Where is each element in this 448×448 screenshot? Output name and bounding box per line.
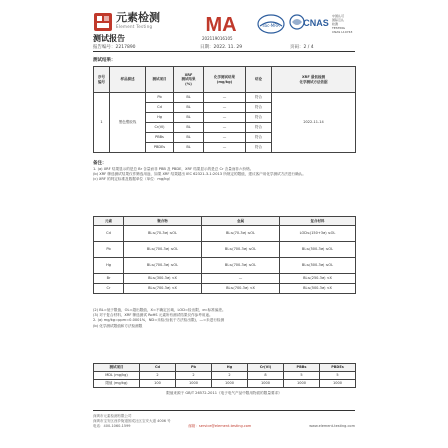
svg-text:CNAS: CNAS	[303, 18, 329, 28]
table-row: Cd BL≤(70-3σ) ≤OL BL≤(70-3σ) ≤OL LOD≤(150+3σ) ≤OL	[94, 226, 356, 242]
col-header-xrf: XRF 测试结果 (%)	[174, 67, 204, 93]
results-table	[93, 66, 356, 153]
limit-source-note: 限值来源于 GB/T 26572-2011《电子电气产品中限用物质的限量要求》	[166, 391, 282, 395]
svg-text:MA: MA	[205, 14, 237, 35]
col-header-item: 测试项目	[146, 67, 174, 93]
table-row: Hg BL≤(700-3σ) ≤OL BL≤(700-3σ) ≤OL BL≤(500-3σ) ≤OL	[94, 258, 356, 274]
col-header-sample: 样品描述	[110, 67, 146, 93]
table-row: 1 黑色塑胶线 Pb BL — 符合 2022-11-14	[94, 93, 356, 103]
footer-address: 深圳市宝安区西乡街道固戍社区宝安大道 4006 号	[93, 419, 171, 423]
remarks-label: 备注：	[93, 161, 107, 166]
col-header-conclusion: 结论	[246, 67, 272, 93]
header-divider	[93, 51, 355, 52]
svg-text:ilac-MRA: ilac-MRA	[262, 23, 280, 28]
report-title: 测试报告	[93, 34, 125, 43]
test-date: 2022-11-14	[272, 93, 356, 153]
report-date: 日期：2022. 11. 29	[200, 45, 243, 50]
footer-website[interactable]: www.element-testing.com	[309, 424, 355, 428]
report-header	[0, 0, 448, 56]
remarks-block-2: (2) BL=低于限值，OL=超出限值，X=不确定区域，LOD=检出限，σ=标准偏差。 (3) 对于复合材料，XRF 筛选测试 RoHS 元素所有测试结果仅作参考用途。 2. (a) mg/kg=ppm=0.0001%，ND=未检出(低于方法检出限)，—=未进行检测 (b) 化学测试限值和方法检测限	[93, 308, 226, 328]
col-header-no: 序号 编号	[94, 67, 110, 93]
cnas-logo-icon	[289, 13, 329, 35]
report-footer	[93, 414, 355, 429]
table-row: 限值 (mg/kg) 100 1000 1000 1000 1000 1000	[94, 380, 356, 388]
certification-marks	[202, 13, 362, 39]
table-row: Cr(VI) BL — 符合	[94, 123, 356, 133]
table-row: MDL (mg/kg) 2 2 2 8 5 5	[94, 372, 356, 380]
footer-phone: 电话：400-1060-1599	[93, 424, 131, 428]
report-page-number: 页码：2 / 4	[290, 45, 314, 50]
footer-email[interactable]: 邮箱：service@element-testing.com	[188, 424, 252, 428]
table-row: Pb BL≤(700-3σ) ≤OL BL≤(700-3σ) ≤OL BL≤(500-3σ) ≤OL	[94, 242, 356, 258]
xrf-criteria-table	[93, 216, 356, 294]
col-header-method: XRF 最低检测 化学测试方法依据	[272, 67, 356, 93]
criteria-header-row: 元素 聚合物 金属 复合材料	[94, 217, 356, 226]
footer-company: 深圳市元素检测有限公司	[93, 414, 132, 418]
chemical-limit-table	[93, 363, 356, 388]
table-row: Hg BL — 符合	[94, 113, 356, 123]
footer-divider	[93, 410, 355, 411]
table-row: Cd BL — 符合	[94, 103, 356, 113]
limit-header-row: 测试项目 Cd Pb Hg Cr(VI) PBBs PBDEs	[94, 364, 356, 372]
col-header-chem: 化学测试结果 (mg/kg)	[204, 67, 246, 93]
report-number: 报告编号：2217890	[93, 45, 136, 50]
row-number: 1	[94, 93, 110, 153]
sample-description: 黑色塑胶线	[110, 93, 146, 153]
results-label: 测试结果：	[93, 58, 116, 63]
brand-name: 元素检测 Element Testing	[116, 11, 160, 29]
element-logo-icon	[93, 12, 113, 32]
table-row: PBDEs BL — 符合	[94, 143, 356, 153]
cma-number: 202119016105	[202, 36, 233, 41]
cnas-accreditation-text: 中国认可 国际互认 检测 TESTING CNAS L10743	[332, 14, 353, 34]
remarks-block: 1. (a) XRF 结果显示的是总 Br 含量而非 PBB 及 PBDE，XRF 结果显示的是总 Cr 含量而非六价铬。 (b) XRF 筛选测试结果仅作筛选用途，如果 XRF 结果超出 IEC 62321-3-1:2013 所规定的限值，建议客户用化学测试方法进行确认。 (c) XRF 的判定标准及数据单位（单位：mg/kg）	[93, 167, 306, 182]
table-row: Br BL≤(300-3σ) <X — BL≤(250-3σ) <X	[94, 274, 356, 284]
ilac-mra-logo-icon	[257, 14, 285, 34]
table-row: Cr BL≤(700-3σ) <X BL≤(700-3σ) <X BL≤(500-3σ) <X	[94, 284, 356, 294]
table-row: PBBs BL — 符合	[94, 133, 356, 143]
results-header-row	[94, 67, 356, 93]
cma-logo-icon	[202, 13, 240, 35]
